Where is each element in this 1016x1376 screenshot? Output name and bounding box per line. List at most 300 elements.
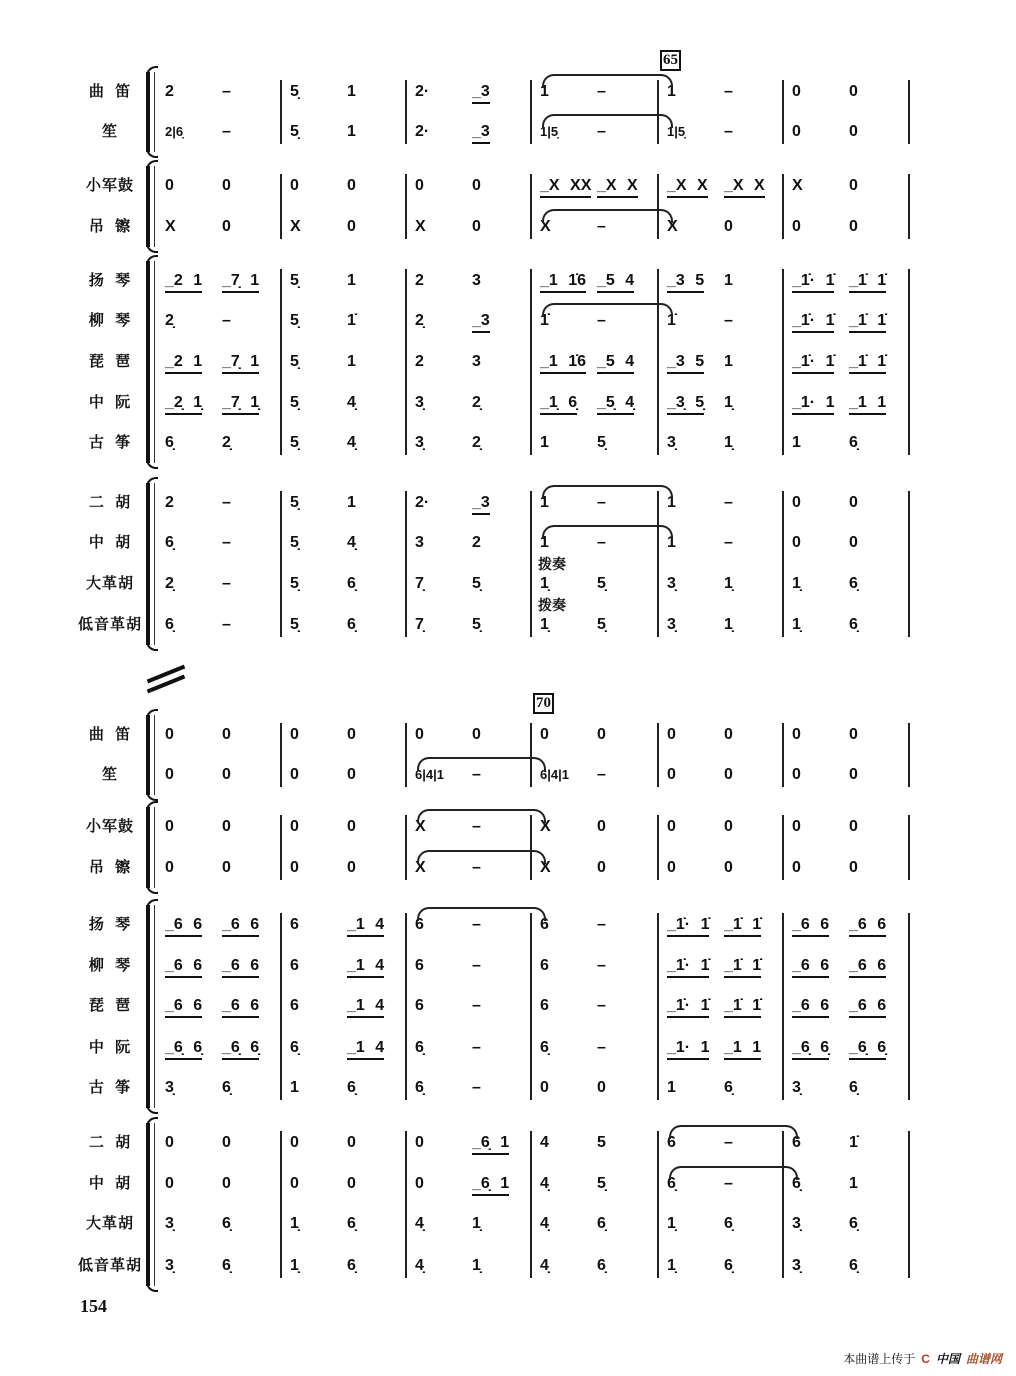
note: 0 bbox=[165, 859, 174, 876]
note: _1 1̇6 bbox=[540, 352, 586, 374]
bar-line bbox=[908, 174, 910, 239]
note: 6̣ bbox=[222, 1215, 231, 1232]
note: – bbox=[472, 818, 481, 835]
note: 2 bbox=[472, 534, 481, 551]
note: 0 bbox=[849, 726, 858, 743]
bar-line bbox=[657, 174, 659, 239]
note: 0 bbox=[849, 859, 858, 876]
note: 0 bbox=[849, 218, 858, 235]
note: 3̣ bbox=[415, 394, 424, 411]
instrument-label: 小军鼓 bbox=[85, 818, 134, 835]
note: _6 6 bbox=[222, 996, 259, 1018]
note: 6 bbox=[290, 916, 299, 933]
note: _1 1 bbox=[724, 1038, 761, 1060]
note: 6̣ bbox=[415, 1039, 424, 1056]
note: 0 bbox=[724, 766, 733, 783]
note: _6 6 bbox=[792, 956, 829, 978]
note: 4̣ bbox=[347, 534, 356, 551]
instrument-label: 小军鼓 bbox=[85, 177, 134, 194]
note: _6 6 bbox=[165, 996, 202, 1018]
note: 0 bbox=[792, 818, 801, 835]
note: 1̣ bbox=[290, 1215, 299, 1232]
instrument-label: 柳 琴 bbox=[88, 312, 132, 329]
note: 0 bbox=[792, 494, 801, 511]
note: – bbox=[472, 859, 481, 876]
note: 5̣ bbox=[290, 494, 299, 511]
instrument-label: 扬 琴 bbox=[88, 916, 132, 933]
note: 2|6̣ bbox=[165, 124, 184, 139]
note: 6̣ bbox=[597, 1215, 606, 1232]
note: 5̣ bbox=[290, 616, 299, 633]
note: _6̣ 6̣ bbox=[849, 1038, 886, 1060]
note: _3 bbox=[472, 493, 490, 515]
note: X bbox=[540, 218, 551, 235]
note: – bbox=[222, 616, 231, 633]
note: 0 bbox=[792, 859, 801, 876]
note: – bbox=[724, 312, 733, 329]
note: 1 bbox=[849, 1175, 858, 1192]
note: 0 bbox=[724, 726, 733, 743]
note: 1̇ bbox=[540, 312, 549, 329]
rehearsal-mark: 70 bbox=[533, 693, 554, 714]
note: 6|4|1 bbox=[540, 767, 569, 782]
note: 0 bbox=[290, 1134, 299, 1151]
note: _7̣ 1 bbox=[222, 271, 259, 293]
note: 6̣ bbox=[792, 1175, 801, 1192]
note: 2̣ bbox=[165, 312, 174, 329]
note: 0 bbox=[415, 177, 424, 194]
note: X bbox=[792, 177, 803, 194]
tie-arc bbox=[542, 74, 673, 88]
bar-line bbox=[908, 815, 910, 880]
bar-line bbox=[782, 269, 784, 455]
note: 6 bbox=[540, 957, 549, 974]
note: _X X bbox=[667, 176, 708, 198]
note: _3 5 bbox=[667, 352, 704, 374]
note: – bbox=[597, 1039, 606, 1056]
note: 0 bbox=[472, 177, 481, 194]
note: 1̣ bbox=[472, 1215, 481, 1232]
note: 0 bbox=[597, 1079, 606, 1096]
note: 0 bbox=[849, 534, 858, 551]
note: – bbox=[222, 575, 231, 592]
bar-line bbox=[405, 80, 407, 144]
note: – bbox=[222, 534, 231, 551]
note: _5 4 bbox=[597, 352, 634, 374]
note: _2̣ 1̣ bbox=[165, 393, 202, 415]
instrument-label: 吊 镲 bbox=[88, 859, 132, 876]
note: 2̣ bbox=[472, 434, 481, 451]
note: 5̣ bbox=[290, 272, 299, 289]
note: 1 bbox=[667, 534, 676, 551]
note: 1 bbox=[792, 434, 801, 451]
note: _1̇· 1̇ bbox=[792, 352, 834, 374]
note: _6 6 bbox=[849, 915, 886, 937]
note: 0 bbox=[290, 766, 299, 783]
note: 0 bbox=[347, 859, 356, 876]
note: 0 bbox=[415, 1175, 424, 1192]
note: – bbox=[222, 123, 231, 140]
note: _1̣ 6̣ bbox=[540, 393, 577, 415]
note: 6̣ bbox=[347, 616, 356, 633]
note: 6 bbox=[540, 916, 549, 933]
note: _1 1̇6 bbox=[540, 271, 586, 293]
bar-line bbox=[530, 913, 532, 1100]
note: 2 bbox=[165, 494, 174, 511]
note: 0 bbox=[792, 218, 801, 235]
note: 0 bbox=[724, 818, 733, 835]
note: 0 bbox=[347, 766, 356, 783]
note: 0 bbox=[415, 1134, 424, 1151]
note: 0 bbox=[849, 494, 858, 511]
bar-line bbox=[280, 815, 282, 880]
note: 0 bbox=[222, 1134, 231, 1151]
note: 1 bbox=[290, 1079, 299, 1096]
note: 2· bbox=[415, 83, 430, 100]
note: 6 bbox=[290, 997, 299, 1014]
note: 0 bbox=[222, 177, 231, 194]
note: 3 bbox=[472, 272, 481, 289]
note: 7̣ bbox=[415, 616, 424, 633]
note: _1̇ 1̇ bbox=[849, 352, 886, 374]
note: 5̣ bbox=[597, 1175, 606, 1192]
logo-icon: C bbox=[921, 1351, 930, 1366]
note: 0 bbox=[792, 534, 801, 551]
note: 2· bbox=[415, 123, 430, 140]
instrument-label: 二 胡 bbox=[88, 494, 132, 511]
note: 6̣ bbox=[724, 1257, 733, 1274]
note: 5 bbox=[597, 1134, 606, 1151]
note: 1 bbox=[540, 534, 549, 551]
note: 0 bbox=[165, 177, 174, 194]
note: – bbox=[597, 83, 606, 100]
note: 5̣ bbox=[290, 394, 299, 411]
note: _1 1 bbox=[849, 393, 886, 415]
bar-line bbox=[280, 269, 282, 455]
note: _1 4 bbox=[347, 956, 384, 978]
staff-group-line bbox=[154, 1123, 155, 1286]
note: 6 bbox=[290, 957, 299, 974]
note: _6 6 bbox=[222, 956, 259, 978]
note: – bbox=[597, 997, 606, 1014]
note: 1|5̣ bbox=[540, 124, 559, 139]
tie-arc bbox=[417, 850, 546, 864]
note: 1 bbox=[540, 83, 549, 100]
note: 6̣ bbox=[165, 534, 174, 551]
staff-group-line bbox=[154, 261, 155, 463]
staff-group-line bbox=[154, 166, 155, 247]
note: 0 bbox=[290, 818, 299, 835]
note: 1 bbox=[724, 272, 733, 289]
staff-group-line bbox=[154, 715, 155, 795]
bar-line bbox=[908, 269, 910, 455]
note: – bbox=[724, 123, 733, 140]
note: 5̣ bbox=[472, 616, 481, 633]
note: 0 bbox=[667, 818, 676, 835]
note: – bbox=[472, 1079, 481, 1096]
watermark-text: 本曲谱上传于 bbox=[843, 1352, 916, 1366]
bar-line bbox=[530, 1131, 532, 1278]
instrument-label: 大革胡 bbox=[85, 575, 134, 592]
rehearsal-mark: 65 bbox=[660, 50, 681, 71]
tie-arc bbox=[417, 809, 546, 823]
note: 4̣ bbox=[540, 1215, 549, 1232]
bar-line bbox=[405, 723, 407, 787]
bar-line bbox=[280, 491, 282, 637]
note: _1 4 bbox=[347, 1038, 384, 1060]
note: 2 bbox=[415, 353, 424, 370]
staff-group-bracket bbox=[146, 72, 150, 152]
bar-line bbox=[657, 913, 659, 1100]
note: _X X bbox=[724, 176, 765, 198]
note: _1̇ 1̇ bbox=[724, 996, 761, 1018]
note: _6 6 bbox=[792, 996, 829, 1018]
note: 0 bbox=[792, 123, 801, 140]
staff-group-bracket bbox=[146, 715, 150, 795]
note: 3̣ bbox=[667, 616, 676, 633]
bar-line bbox=[405, 1131, 407, 1278]
note: _X XX bbox=[540, 176, 591, 198]
note: – bbox=[597, 766, 606, 783]
note: 0 bbox=[347, 218, 356, 235]
note: 0 bbox=[165, 1175, 174, 1192]
note: 0 bbox=[222, 859, 231, 876]
note: 2̣ bbox=[165, 575, 174, 592]
note: 5̣ bbox=[597, 434, 606, 451]
note: 0 bbox=[849, 766, 858, 783]
note: _6̣ 6̣ bbox=[165, 1038, 202, 1060]
note: 1̣ bbox=[667, 1257, 676, 1274]
note: 6̣ bbox=[849, 1215, 858, 1232]
note: 0 bbox=[667, 726, 676, 743]
note: 6 bbox=[415, 997, 424, 1014]
note: 0 bbox=[792, 766, 801, 783]
bar-line bbox=[657, 1131, 659, 1278]
note: 1̣ bbox=[724, 575, 733, 592]
note: 3 bbox=[415, 534, 424, 551]
note: _1· 1 bbox=[792, 393, 834, 415]
note: 1̣ bbox=[667, 1215, 676, 1232]
note: 0 bbox=[222, 766, 231, 783]
note: 0 bbox=[597, 818, 606, 835]
note: 6̣ bbox=[290, 1039, 299, 1056]
note: 0 bbox=[165, 766, 174, 783]
note: _1̇ 1̇ bbox=[724, 915, 761, 937]
note: 1̣ bbox=[792, 616, 801, 633]
note: 4̣ bbox=[347, 394, 356, 411]
bar-line bbox=[782, 1131, 784, 1278]
note: 6̣ bbox=[724, 1215, 733, 1232]
note: X bbox=[290, 218, 301, 235]
note: – bbox=[597, 494, 606, 511]
note: _1̇· 1̇ bbox=[792, 271, 834, 293]
note: 2̣ bbox=[472, 394, 481, 411]
note: 6̣ bbox=[540, 1039, 549, 1056]
note: 0 bbox=[472, 218, 481, 235]
bar-line bbox=[782, 80, 784, 144]
bar-line bbox=[782, 491, 784, 637]
note: 0 bbox=[667, 766, 676, 783]
note: – bbox=[724, 534, 733, 551]
note: 6 bbox=[415, 957, 424, 974]
note: 3̣ bbox=[165, 1257, 174, 1274]
note: _1 4 bbox=[347, 915, 384, 937]
instrument-label: 大革胡 bbox=[85, 1215, 134, 1232]
note: 6̣ bbox=[849, 616, 858, 633]
note: 1̣ bbox=[724, 394, 733, 411]
note: 6 bbox=[667, 1134, 676, 1151]
note: 5̣ bbox=[597, 616, 606, 633]
tie-arc bbox=[417, 907, 546, 921]
bar-line bbox=[657, 80, 659, 144]
note: 4̣ bbox=[540, 1175, 549, 1192]
note: 1 bbox=[667, 1079, 676, 1096]
note: 5̣ bbox=[472, 575, 481, 592]
note: 3̣ bbox=[792, 1257, 801, 1274]
note: _3 bbox=[472, 82, 490, 104]
note: 3̣ bbox=[667, 575, 676, 592]
instrument-label: 吊 镲 bbox=[88, 218, 132, 235]
note: 2̣ bbox=[222, 434, 231, 451]
note: _5 4 bbox=[597, 271, 634, 293]
note: _6 6 bbox=[165, 915, 202, 937]
tie-arc bbox=[669, 1166, 798, 1180]
note: 3 bbox=[472, 353, 481, 370]
instrument-label: 古 筝 bbox=[88, 434, 132, 451]
note: – bbox=[222, 83, 231, 100]
bar-line bbox=[782, 174, 784, 239]
note: – bbox=[724, 1134, 733, 1151]
note: – bbox=[472, 957, 481, 974]
bar-line bbox=[530, 80, 532, 144]
note: 3̣ bbox=[165, 1079, 174, 1096]
tie-arc bbox=[542, 303, 673, 317]
bar-line bbox=[782, 723, 784, 787]
note: 6̣ bbox=[849, 1079, 858, 1096]
note: _1̇· 1̇ bbox=[667, 956, 709, 978]
note: 1̣ bbox=[724, 616, 733, 633]
note: _1 4 bbox=[347, 996, 384, 1018]
note: – bbox=[222, 494, 231, 511]
note: 3̣ bbox=[165, 1215, 174, 1232]
note: 0 bbox=[222, 218, 231, 235]
note: 4̣ bbox=[415, 1257, 424, 1274]
note: 1̣ bbox=[540, 575, 549, 592]
page-number: 154 bbox=[80, 1296, 107, 1316]
note: 6̣ bbox=[222, 1257, 231, 1274]
tie-arc bbox=[542, 485, 673, 499]
note: _6 6 bbox=[849, 996, 886, 1018]
tie-arc bbox=[542, 525, 673, 539]
staff-group-bracket bbox=[146, 807, 150, 888]
bar-line bbox=[280, 174, 282, 239]
tie-arc bbox=[417, 757, 546, 771]
note: 3̣ bbox=[792, 1215, 801, 1232]
note: _2 1 bbox=[165, 271, 202, 293]
instrument-label: 二 胡 bbox=[88, 1134, 132, 1151]
note: 5̣ bbox=[597, 575, 606, 592]
instrument-label: 中 胡 bbox=[88, 534, 132, 551]
bar-line bbox=[657, 815, 659, 880]
note: _6̣ 6̣ bbox=[222, 1038, 259, 1060]
note: _5̣ 4̣ bbox=[597, 393, 634, 415]
note: 0 bbox=[597, 726, 606, 743]
note: 4̣ bbox=[415, 1215, 424, 1232]
instrument-label: 琵 琶 bbox=[88, 997, 132, 1014]
note: 0 bbox=[165, 818, 174, 835]
note: X bbox=[540, 818, 551, 835]
note: _6̣ 6̣ bbox=[792, 1038, 829, 1060]
note: _1̇· 1̇ bbox=[667, 996, 709, 1018]
note: 0 bbox=[347, 1134, 356, 1151]
note: – bbox=[472, 916, 481, 933]
note: 6̣ bbox=[597, 1257, 606, 1274]
bar-line bbox=[782, 815, 784, 880]
note: 2̣ bbox=[415, 312, 424, 329]
bar-line bbox=[782, 913, 784, 1100]
note: 2 bbox=[415, 272, 424, 289]
note: 4̣ bbox=[540, 1257, 549, 1274]
staff-group-bracket bbox=[146, 1123, 150, 1286]
note: 0 bbox=[347, 1175, 356, 1192]
staff-group-line bbox=[154, 72, 155, 152]
bar-line bbox=[908, 1131, 910, 1278]
instrument-label: 曲 笛 bbox=[88, 726, 132, 743]
note: 1 bbox=[724, 353, 733, 370]
note: X bbox=[415, 859, 426, 876]
note: – bbox=[724, 494, 733, 511]
note: 6 bbox=[792, 1134, 801, 1151]
note: 1̇ bbox=[849, 1134, 858, 1151]
note: 6̣ bbox=[667, 1175, 676, 1192]
bar-line bbox=[908, 80, 910, 144]
note: 1 bbox=[667, 83, 676, 100]
note: X bbox=[415, 818, 426, 835]
note: _1̇· 1̇ bbox=[792, 311, 834, 333]
tie-arc bbox=[542, 114, 673, 128]
note: 0 bbox=[472, 726, 481, 743]
note: – bbox=[597, 123, 606, 140]
note: 0 bbox=[724, 218, 733, 235]
note: 1̣ bbox=[540, 616, 549, 633]
instrument-label: 扬 琴 bbox=[88, 272, 132, 289]
note: 0 bbox=[222, 818, 231, 835]
note: 3̣ bbox=[667, 434, 676, 451]
bar-line bbox=[657, 269, 659, 455]
note: 1̣ bbox=[792, 575, 801, 592]
staff-group-line bbox=[154, 807, 155, 888]
staff-group-bracket bbox=[146, 261, 150, 463]
watermark bbox=[843, 1350, 1002, 1367]
note: 5̣ bbox=[290, 83, 299, 100]
instrument-label: 中 阮 bbox=[88, 394, 132, 411]
note: 0 bbox=[849, 83, 858, 100]
brand-name-2: 曲谱网 bbox=[965, 1352, 1002, 1366]
bar-line bbox=[908, 491, 910, 637]
bar-line bbox=[405, 913, 407, 1100]
note: _6̣ 1 bbox=[472, 1133, 509, 1155]
bar-line bbox=[280, 723, 282, 787]
note: 0 bbox=[347, 177, 356, 194]
note: 2 bbox=[165, 83, 174, 100]
note: _3̣ 5̣ bbox=[667, 393, 704, 415]
note: 6 bbox=[540, 997, 549, 1014]
bar-line bbox=[405, 174, 407, 239]
note: 1̣ bbox=[290, 1257, 299, 1274]
note: 4 bbox=[540, 1134, 549, 1151]
note: 1 bbox=[667, 494, 676, 511]
note: 0 bbox=[165, 1134, 174, 1151]
